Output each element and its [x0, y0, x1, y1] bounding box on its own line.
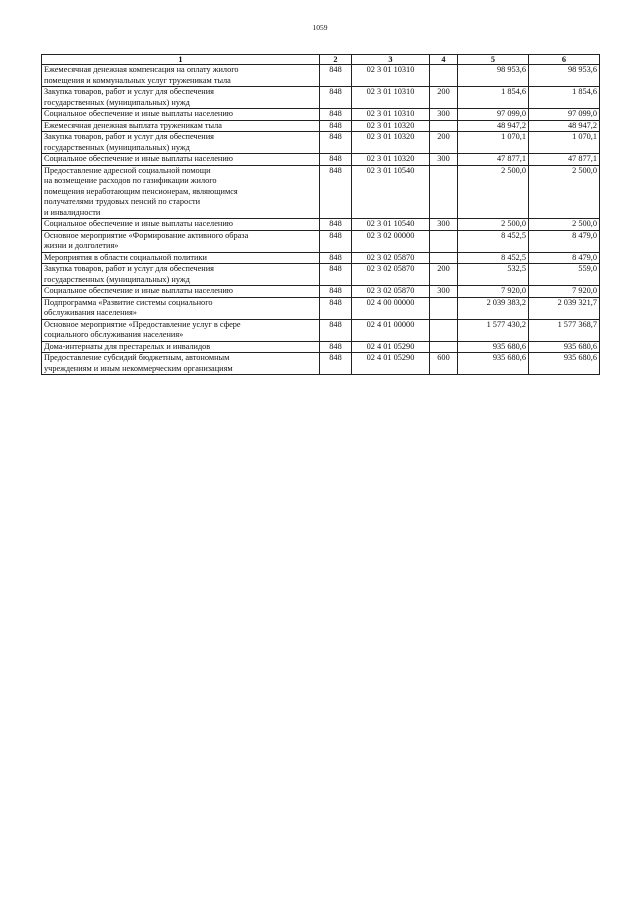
ministry-code-cell: 848 [320, 230, 352, 252]
target-article-cell: 02 3 02 05870 [352, 264, 430, 286]
item-name-cell: Мероприятия в области социальной политики [42, 252, 320, 264]
ministry-code-cell: 848 [320, 120, 352, 132]
ministry-code-cell: 848 [320, 353, 352, 375]
amount-year1-cell: 47 877,1 [458, 154, 529, 166]
column-header: 3 [352, 55, 430, 65]
target-article-cell: 02 3 01 10540 [352, 165, 430, 219]
column-header: 4 [430, 55, 458, 65]
budget-table [41, 54, 600, 375]
ministry-code-cell: 848 [320, 165, 352, 219]
amount-year2-cell: 47 877,1 [529, 154, 600, 166]
item-name-cell: Закупка товаров, работ и услуг для обеспечения государственных (муниципальных) нужд [42, 132, 320, 154]
expense-type-cell [430, 230, 458, 252]
amount-year2-cell: 48 947,2 [529, 120, 600, 132]
item-name-cell: Ежемесячная денежная выплата труженикам тыла [42, 120, 320, 132]
amount-year2-cell: 7 920,0 [529, 286, 600, 298]
table-row [42, 165, 600, 219]
item-name-cell: Социальное обеспечение и иные выплаты населению [42, 154, 320, 166]
amount-year2-cell: 2 500,0 [529, 219, 600, 231]
amount-year2-cell: 97 099,0 [529, 109, 600, 121]
amount-year1-cell: 8 452,5 [458, 230, 529, 252]
target-article-cell: 02 3 01 10310 [352, 109, 430, 121]
amount-year1-cell: 48 947,2 [458, 120, 529, 132]
target-article-cell: 02 3 02 05870 [352, 252, 430, 264]
item-name-cell: Социальное обеспечение и иные выплаты населению [42, 219, 320, 231]
amount-year1-cell: 98 953,6 [458, 65, 529, 87]
expense-type-cell: 200 [430, 132, 458, 154]
expense-type-cell [430, 297, 458, 319]
table-row [42, 109, 600, 121]
expense-type-cell: 300 [430, 219, 458, 231]
column-header: 6 [529, 55, 600, 65]
item-name-cell: Дома-интернаты для престарелых и инвалидов [42, 341, 320, 353]
table-row [42, 319, 600, 341]
table-body [42, 65, 600, 375]
table-row [42, 286, 600, 298]
ministry-code-cell: 848 [320, 252, 352, 264]
amount-year2-cell: 98 953,6 [529, 65, 600, 87]
table-row [42, 297, 600, 319]
item-name-cell: Основное мероприятие «Предоставление услуг в сфере социального обслуживания населения» [42, 319, 320, 341]
item-name-cell: Предоставление субсидий бюджетным, автономным учреждениям и иным некоммерческим организациям [42, 353, 320, 375]
ministry-code-cell: 848 [320, 154, 352, 166]
target-article-cell: 02 4 00 00000 [352, 297, 430, 319]
ministry-code-cell: 848 [320, 87, 352, 109]
amount-year1-cell: 2 500,0 [458, 165, 529, 219]
column-header: 2 [320, 55, 352, 65]
ministry-code-cell: 848 [320, 319, 352, 341]
target-article-cell: 02 3 01 10310 [352, 65, 430, 87]
table-row [42, 132, 600, 154]
ministry-code-cell: 848 [320, 219, 352, 231]
amount-year1-cell: 2 039 383,2 [458, 297, 529, 319]
column-header: 5 [458, 55, 529, 65]
amount-year1-cell: 935 680,6 [458, 341, 529, 353]
table-row [42, 65, 600, 87]
table-row [42, 154, 600, 166]
expense-type-cell: 600 [430, 353, 458, 375]
table-row [42, 87, 600, 109]
target-article-cell: 02 3 01 10320 [352, 120, 430, 132]
target-article-cell: 02 3 02 00000 [352, 230, 430, 252]
amount-year1-cell: 1 854,6 [458, 87, 529, 109]
table-row [42, 264, 600, 286]
amount-year1-cell: 532,5 [458, 264, 529, 286]
item-name-cell: Социальное обеспечение и иные выплаты населению [42, 109, 320, 121]
table-header-row [42, 55, 600, 65]
expense-type-cell: 200 [430, 87, 458, 109]
table-row [42, 252, 600, 264]
amount-year2-cell: 2 500,0 [529, 165, 600, 219]
ministry-code-cell: 848 [320, 264, 352, 286]
expense-type-cell [430, 252, 458, 264]
item-name-cell: Закупка товаров, работ и услуг для обеспечения государственных (муниципальных) нужд [42, 87, 320, 109]
ministry-code-cell: 848 [320, 132, 352, 154]
target-article-cell: 02 3 02 05870 [352, 286, 430, 298]
expense-type-cell [430, 120, 458, 132]
item-name-cell: Основное мероприятие «Формирование активного образа жизни и долголетия» [42, 230, 320, 252]
target-article-cell: 02 3 01 10320 [352, 132, 430, 154]
ministry-code-cell: 848 [320, 341, 352, 353]
expense-type-cell: 300 [430, 154, 458, 166]
amount-year2-cell: 935 680,6 [529, 353, 600, 375]
target-article-cell: 02 3 01 10310 [352, 87, 430, 109]
expense-type-cell [430, 65, 458, 87]
expense-type-cell: 300 [430, 286, 458, 298]
item-name-cell: Закупка товаров, работ и услуг для обеспечения государственных (муниципальных) нужд [42, 264, 320, 286]
item-name-cell: Подпрограмма «Развитие системы социального обслуживания населения» [42, 297, 320, 319]
amount-year1-cell: 97 099,0 [458, 109, 529, 121]
ministry-code-cell: 848 [320, 297, 352, 319]
amount-year1-cell: 7 920,0 [458, 286, 529, 298]
amount-year2-cell: 2 039 321,7 [529, 297, 600, 319]
amount-year2-cell: 1 854,6 [529, 87, 600, 109]
target-article-cell: 02 3 01 10320 [352, 154, 430, 166]
expense-type-cell [430, 165, 458, 219]
amount-year2-cell: 8 479,0 [529, 252, 600, 264]
table-row [42, 353, 600, 375]
target-article-cell: 02 4 01 05290 [352, 353, 430, 375]
amount-year2-cell: 1 577 368,7 [529, 319, 600, 341]
column-header: 1 [42, 55, 320, 65]
table-row [42, 120, 600, 132]
amount-year2-cell: 935 680,6 [529, 341, 600, 353]
amount-year2-cell: 8 479,0 [529, 230, 600, 252]
expense-type-cell [430, 341, 458, 353]
table-row [42, 341, 600, 353]
expense-type-cell: 300 [430, 109, 458, 121]
ministry-code-cell: 848 [320, 109, 352, 121]
amount-year1-cell: 935 680,6 [458, 353, 529, 375]
item-name-cell: Предоставление адресной социальной помощи на возмещение расходов по газификации жилого помещения неработающим пенсионерам, являющимся получателями трудовых пенсий по старости и инвалидности [42, 165, 320, 219]
ministry-code-cell: 848 [320, 286, 352, 298]
target-article-cell: 02 4 01 00000 [352, 319, 430, 341]
amount-year1-cell: 1 070,1 [458, 132, 529, 154]
expense-type-cell [430, 319, 458, 341]
page-number: 1059 [312, 23, 328, 32]
amount-year2-cell: 1 070,1 [529, 132, 600, 154]
item-name-cell: Социальное обеспечение и иные выплаты населению [42, 286, 320, 298]
target-article-cell: 02 4 01 05290 [352, 341, 430, 353]
amount-year1-cell: 1 577 430,2 [458, 319, 529, 341]
item-name-cell: Ежемесячная денежная компенсация на оплату жилого помещения и коммунальных услуг труженикам тыла [42, 65, 320, 87]
amount-year1-cell: 8 452,5 [458, 252, 529, 264]
table-row [42, 219, 600, 231]
expense-type-cell: 200 [430, 264, 458, 286]
ministry-code-cell: 848 [320, 65, 352, 87]
target-article-cell: 02 3 01 10540 [352, 219, 430, 231]
table-row [42, 230, 600, 252]
amount-year2-cell: 559,0 [529, 264, 600, 286]
amount-year1-cell: 2 500,0 [458, 219, 529, 231]
